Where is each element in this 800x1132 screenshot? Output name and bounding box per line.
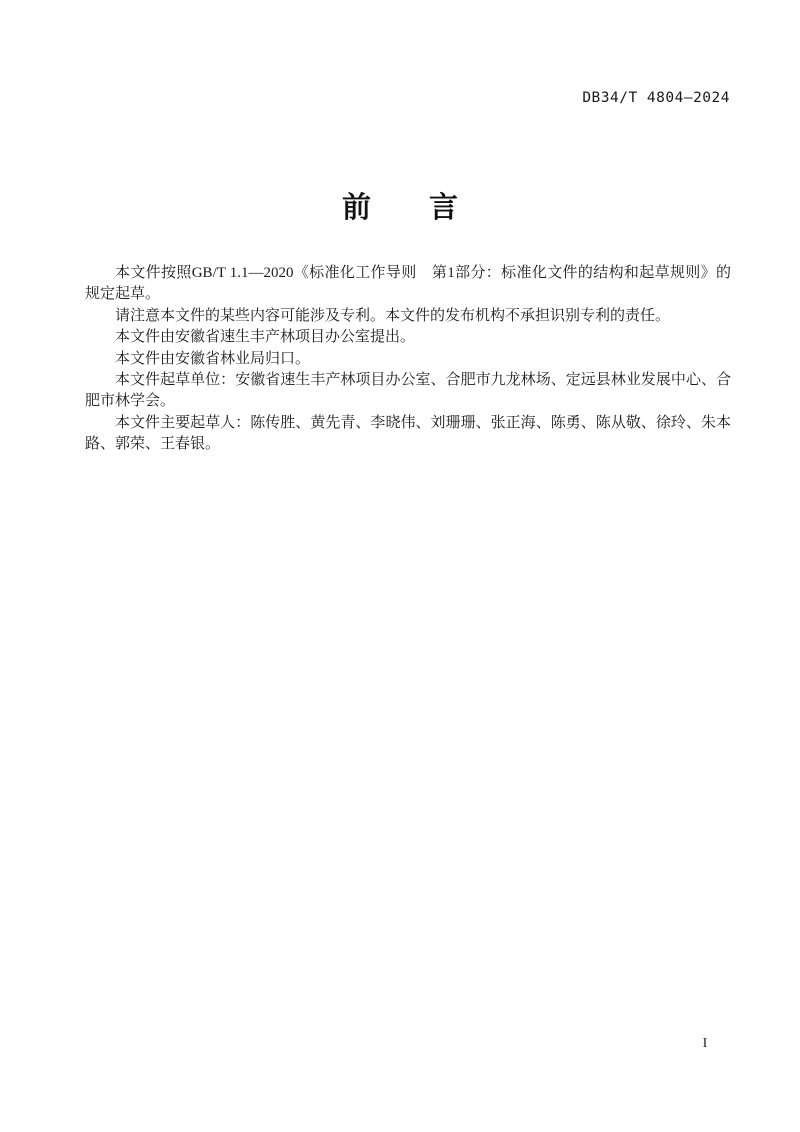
- paragraph: 本文件起草单位：安徽省速生丰产林项目办公室、合肥市九龙林场、定远县林业发展中心、合肥市林学会。: [85, 372, 731, 410]
- page-number: I: [702, 1036, 708, 1051]
- page-title: 前 言: [341, 192, 458, 224]
- paragraph: 本文件由安徽省林业局归口。: [115, 350, 311, 367]
- foreword-body: [85, 263, 731, 456]
- paragraph: 本文件按照GB/T 1.1—2020《标准化工作导则 第1部分：标准化文件的结构和起草规则》的规定起草。: [85, 265, 731, 303]
- paragraph: 请注意本文件的某些内容可能涉及专利。本文件的发布机构不承担识别专利的责任。: [115, 307, 671, 324]
- paragraph: 本文件由安徽省速生丰产林项目办公室提出。: [115, 329, 416, 346]
- standard-number: DB34/T 4804—2024: [582, 90, 730, 106]
- paragraph: 本文件主要起草人：陈传胜、黄先青、李晓伟、刘珊珊、张正海、陈勇、陈从敬、徐玲、朱本路、郭荣、王春银。: [85, 414, 731, 453]
